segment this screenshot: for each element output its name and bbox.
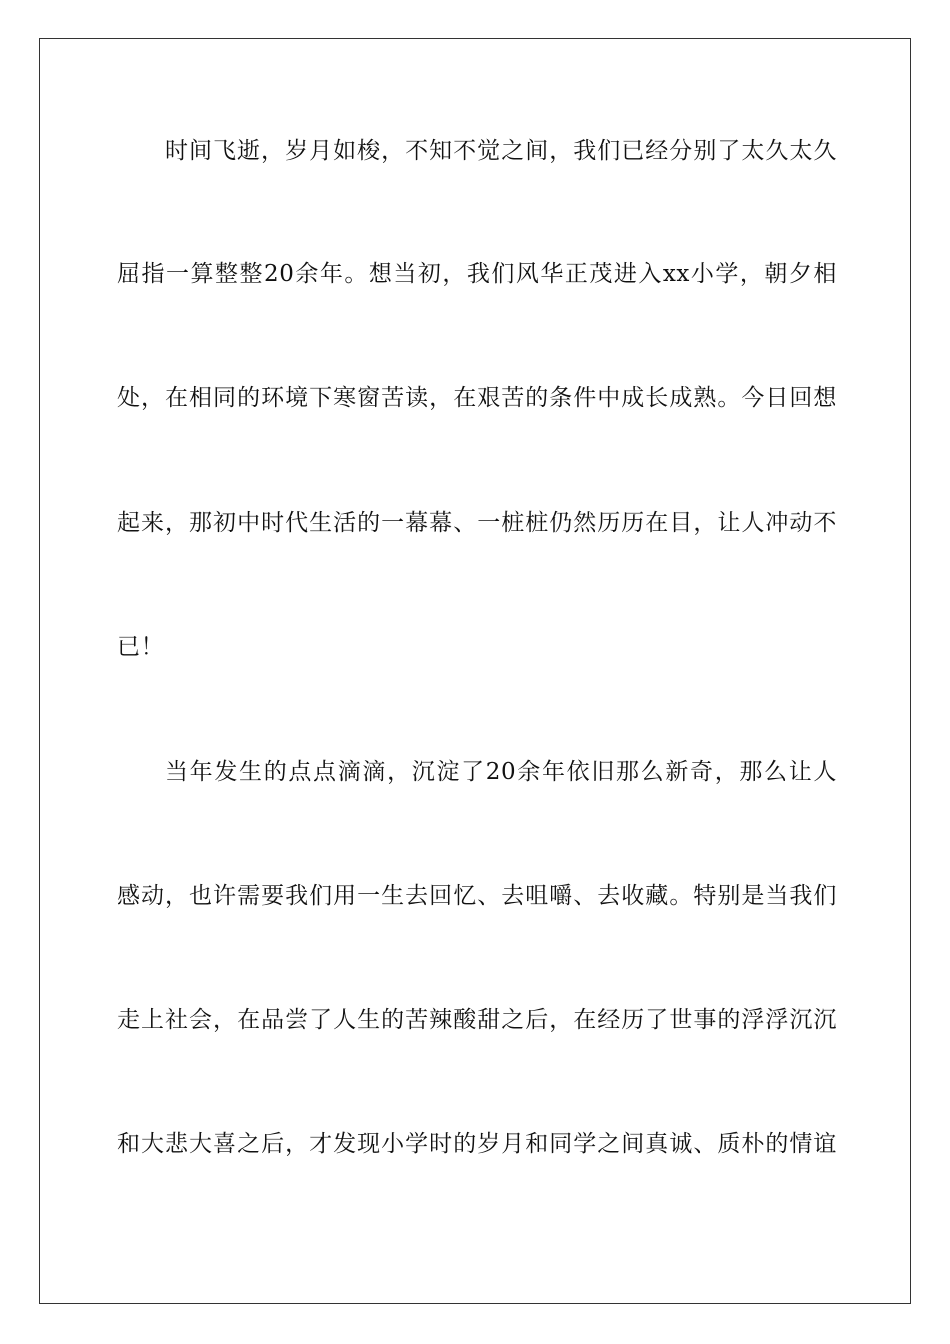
text-line: 和大悲大喜之后，才发现小学时的岁月和同学之间真诚、质朴的情谊 bbox=[117, 1131, 837, 1157]
page-border bbox=[39, 38, 911, 1304]
text-line: 屈指一算整整20余年。想当初，我们风华正茂进入xx小学，朝夕相 bbox=[117, 261, 837, 287]
text-line: 当年发生的点点滴滴，沉淀了20余年依旧那么新奇，那么让人 bbox=[165, 759, 837, 785]
text-line: 起来，那初中时代生活的一幕幕、一桩桩仍然历历在目，让人冲动不 bbox=[117, 510, 837, 536]
text-line: 已！ bbox=[117, 634, 165, 660]
text-line: 感动，也许需要我们用一生去回忆、去咀嚼、去收藏。特别是当我们 bbox=[117, 883, 837, 909]
text-line: 时间飞逝，岁月如梭，不知不觉之间，我们已经分别了太久太久 bbox=[165, 138, 837, 164]
text-line: 走上社会，在品尝了人生的苦辣酸甜之后，在经历了世事的浮浮沉沉 bbox=[117, 1007, 837, 1033]
text-line: 处，在相同的环境下寒窗苦读，在艰苦的条件中成长成熟。今日回想 bbox=[117, 385, 837, 411]
